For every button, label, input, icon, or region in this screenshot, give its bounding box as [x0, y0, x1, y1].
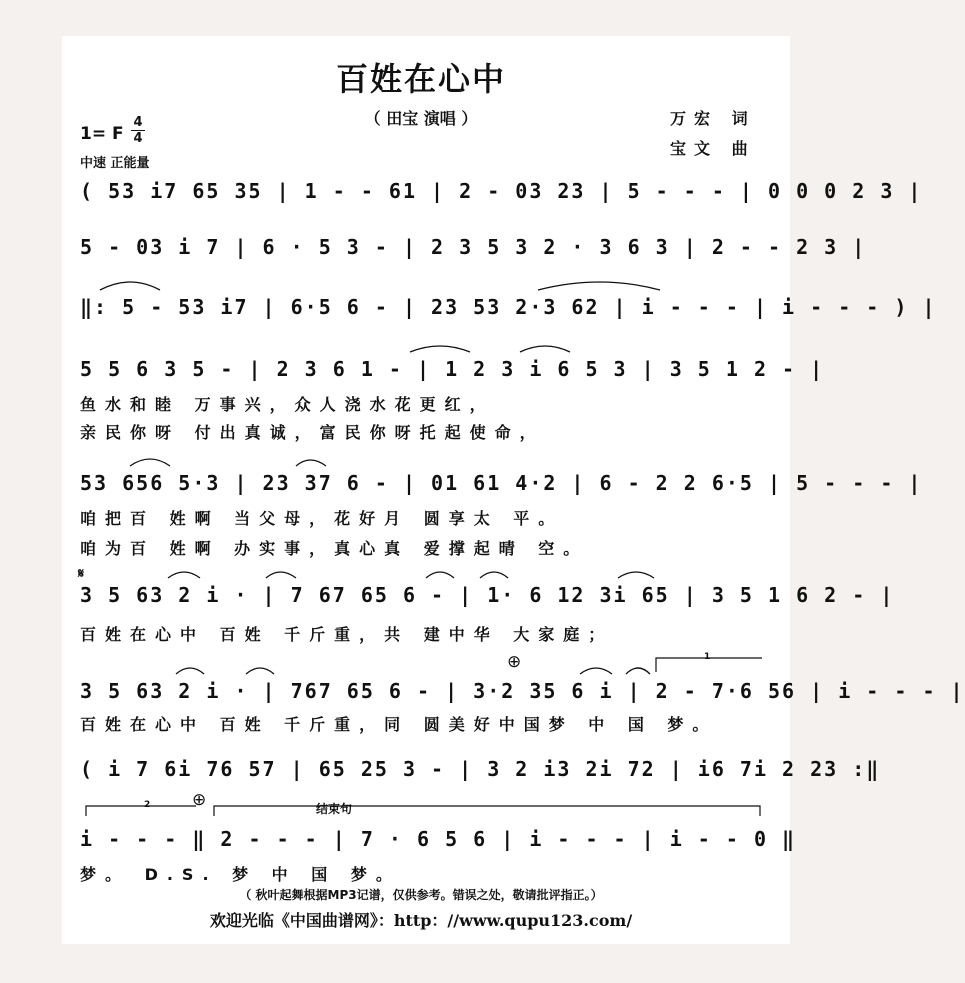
- notation-line-5: 53 656 5·3 | 23 37 6 - | 01 61 4·2 | 6 - 2 2 6·5 | 5 - - - |: [80, 471, 923, 495]
- volta-1-label: 1: [704, 652, 711, 662]
- ending-label: 结束句: [316, 802, 353, 816]
- notation-line-3: ‖: 5 - 53 i7 | 6·5 6 - | 23 53 2·3 62 | i - - - | i - - - ) |: [80, 295, 937, 319]
- slur: [410, 346, 470, 352]
- coda-sign: ⊕: [507, 652, 522, 672]
- composer-credit: 宝文 曲: [670, 139, 756, 158]
- volta-1-bracket: [656, 658, 762, 672]
- lyric-verse2-a: 亲民你呀 付出真诚，富民你呀托起使命，: [80, 423, 545, 442]
- slur: [426, 572, 454, 578]
- transcription-note: （ 秋叶起舞根据MP3记谱，仅供参考。错误之处，敬请批评指正。）: [239, 888, 603, 902]
- lyricist-credit: 万宏 词: [670, 109, 756, 128]
- notation-line-4: 5 5 6 3 5 - | 2 3 6 1 - | 1 2 3 i 6 5 3 | 3 5 1 2 - |: [80, 357, 825, 381]
- lyric-verse2-b: 咱为百 姓啊 办实事，真心真 爱撑起晴 空。: [80, 539, 589, 558]
- notation-line-2: 5 - 03 i 7 | 6 · 5 3 - | 2 3 5 3 2 · 3 6 3 | 2 - - 2 3 |: [80, 235, 867, 259]
- slur: [480, 572, 508, 578]
- slur: [626, 668, 650, 674]
- site-credit: 欢迎光临《中国曲谱网》：http：//www.qupu123.com/: [209, 911, 633, 930]
- slur: [176, 668, 204, 674]
- slur: [100, 282, 160, 290]
- tempo-marking: 中速 正能量: [80, 156, 150, 171]
- slur: [618, 572, 654, 578]
- notation-line-1: ( 53 i7 65 35 | 1 - - 61 | 2 - 03 23 | 5 - - - | 0 0 0 2 3 |: [80, 179, 923, 203]
- lyric-verse1-b: 咱把百 姓啊 当父母，花好月 圆享太 平。: [80, 509, 564, 528]
- song-title: 百姓在心中: [335, 60, 506, 98]
- slur: [580, 668, 612, 674]
- key-signature: 1= F: [80, 124, 124, 144]
- slur: [130, 459, 170, 466]
- slur: [296, 460, 326, 466]
- slur: [246, 668, 274, 674]
- slur: [168, 572, 200, 578]
- time-denominator: 4: [133, 131, 143, 146]
- lyric-verse1-a: 鱼水和睦 万事兴，众人浇水花更红，: [80, 395, 495, 414]
- volta-2-label: 2: [144, 800, 151, 810]
- performer: （ 田宝 演唱 ）: [364, 109, 478, 128]
- lyric-ending: 梦。 D.S. 梦 中 国 梦。: [80, 865, 401, 884]
- lyric-chorus-2: 百姓在心中 百姓 千斤重，同 圆美好中国梦 中 国 梦。: [80, 715, 718, 734]
- slur: [266, 572, 296, 578]
- coda-sign: ⊕: [192, 790, 207, 810]
- ending-bracket: [214, 806, 760, 816]
- time-numerator: 4: [133, 115, 143, 130]
- lyric-chorus-1: 百姓在心中 百姓 千斤重，共 建中华 大家庭；: [80, 625, 614, 644]
- slur: [520, 346, 570, 352]
- notation-line-9: i - - - ‖ 2 - - - | 7 · 6 5 6 | i - - - | i - - 0 ‖: [80, 827, 797, 851]
- notation-line-6: 3 5 63 2 i · | 7 67 65 6 - | 1· 6 12 3i 65 | 3 5 1 6 2 - |: [80, 583, 895, 607]
- segno-sign: 𝄋: [78, 566, 85, 582]
- notation-line-7: 3 5 63 2 i · | 767 65 6 - | 3·2 35 6 i | 2 - 7·6 56 | i - - - |: [80, 679, 965, 703]
- notation-line-8: ( i 7 6i 76 57 | 65 25 3 - | 3 2 i3 2i 72 | i6 7i 2 23 :‖: [80, 757, 881, 781]
- slur: [538, 282, 660, 290]
- volta-2-bracket: [86, 806, 196, 816]
